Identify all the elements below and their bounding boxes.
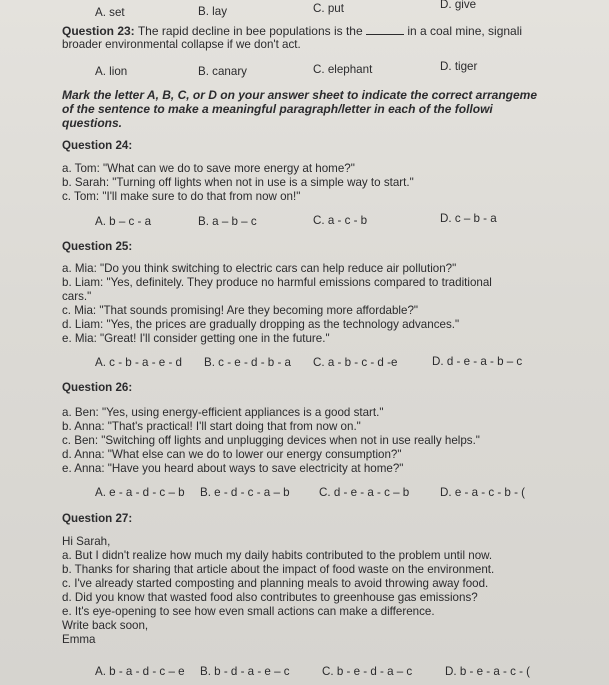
q26-line-a: a. Ben: "Yes, using energy-efficient appliances is a good start." xyxy=(62,406,384,419)
q22-option-b: B. lay xyxy=(198,5,227,18)
q23-blank xyxy=(366,25,404,35)
instruction-line-3: questions. xyxy=(62,116,123,130)
q27-line-d: d. Did you know that wasted food also contributes to greenhouse gas emissions? xyxy=(62,591,478,604)
q26-line-e: e. Anna: "Have you heard about ways to save electricity at home?" xyxy=(62,462,404,475)
q26-option-b: B. e - d - c - a – b xyxy=(200,486,290,499)
q27-line-c: c. I've already started composting and planning meals to avoid throwing away food. xyxy=(62,577,489,590)
q25-line-b: b. Liam: "Yes, definitely. They produce no harmful emissions compared to traditional xyxy=(62,276,492,289)
q23-label: Question 23: xyxy=(62,24,135,38)
q27-line-e: e. It's eye-opening to see how even small actions can make a difference. xyxy=(62,605,435,618)
instruction-line-1: Mark the letter A, B, C, or D on your answer sheet to indicate the correct arrangeme xyxy=(62,88,538,102)
q25-line-c: c. Mia: "That sounds promising! Are they becoming more affordable?" xyxy=(62,304,419,317)
q22-option-a: A. set xyxy=(95,6,125,19)
q25-option-c: C. a - b - c - d -e xyxy=(313,356,398,369)
q23-option-a: A. lion xyxy=(95,65,128,78)
q24-option-a: A. b – c - a xyxy=(95,215,152,228)
q23-stem xyxy=(62,24,522,38)
q25-option-a: A. c - b - a - e - d xyxy=(95,356,182,369)
q27-option-c: C. b - e - d - a – c xyxy=(322,665,413,678)
q27-title: Question 27: xyxy=(62,512,133,525)
q25-title: Question 25: xyxy=(62,240,133,253)
q23-stem-line2: broader environmental collapse if we don't act. xyxy=(62,38,301,51)
q24-option-b: B. a – b – c xyxy=(198,215,257,228)
q27-signature: Emma xyxy=(62,633,96,646)
q23-option-d: D. tiger xyxy=(440,60,478,73)
q26-option-a: A. e - a - d - c – b xyxy=(95,486,185,499)
q25-line-a: a. Mia: "Do you think switching to electric cars can help reduce air pollution?" xyxy=(62,262,457,275)
q26-option-d: D. e - a - c - b - ( xyxy=(440,486,526,499)
q25-line-e: e. Mia: "Great! I'll consider getting one in the future." xyxy=(62,332,330,345)
q27-line-a: a. But I didn't realize how much my daily habits contributed to the problem until now. xyxy=(62,549,493,562)
q25-line-d: d. Liam: "Yes, the prices are gradually dropping as the technology advances." xyxy=(62,318,460,331)
q27-greeting: Hi Sarah, xyxy=(62,535,111,548)
q24-title: Question 24: xyxy=(62,139,133,152)
q26-title: Question 26: xyxy=(62,381,133,394)
q25-line-b-cont: cars." xyxy=(62,290,92,303)
q27-line-b: b. Thanks for sharing that article about the impact of food waste on the environment. xyxy=(62,563,495,576)
q26-line-d: d. Anna: "What else can we do to lower our energy consumption?" xyxy=(62,448,402,461)
q26-option-c: C. d - e - a - c – b xyxy=(319,486,410,499)
q24-line-a: a. Tom: "What can we do to save more energy at home?" xyxy=(62,162,355,175)
q27-option-a: A. b - a - d - c – e xyxy=(95,665,185,678)
q23-option-c: C. elephant xyxy=(313,63,373,76)
q25-option-d: D. d - e - a - b – c xyxy=(432,355,523,368)
q26-line-b: b. Anna: "That's practical! I'll start doing that from now on." xyxy=(62,420,361,433)
q27-option-b: B. b - d - a - e – c xyxy=(200,665,290,678)
q25-option-b: B. c - e - d - b - a xyxy=(204,356,291,369)
q24-line-c: c. Tom: "I'll make sure to do that from now on!" xyxy=(62,190,301,203)
q24-line-b: b. Sarah: "Turning off lights when not in use is a simple way to start." xyxy=(62,176,414,189)
q23-text-before: The rapid decline in bee populations is the xyxy=(137,24,363,38)
q24-option-c: C. a - c - b xyxy=(313,214,368,227)
q23-text-after: in a coal mine, signali xyxy=(407,24,523,38)
q22-option-d: D. give xyxy=(440,0,477,11)
instruction-line-2: of the sentence to make a meaningful paragraph/letter in each of the followi xyxy=(62,102,493,116)
q26-line-c: c. Ben: "Switching off lights and unplugging devices when not in use really helps." xyxy=(62,434,480,447)
q27-option-d: D. b - e - a - c - ( xyxy=(445,665,531,678)
q22-option-c: C. put xyxy=(313,2,344,15)
q24-option-d: D. c – b - a xyxy=(440,212,497,225)
q27-closing: Write back soon, xyxy=(62,619,149,632)
q23-option-b: B. canary xyxy=(198,65,247,78)
